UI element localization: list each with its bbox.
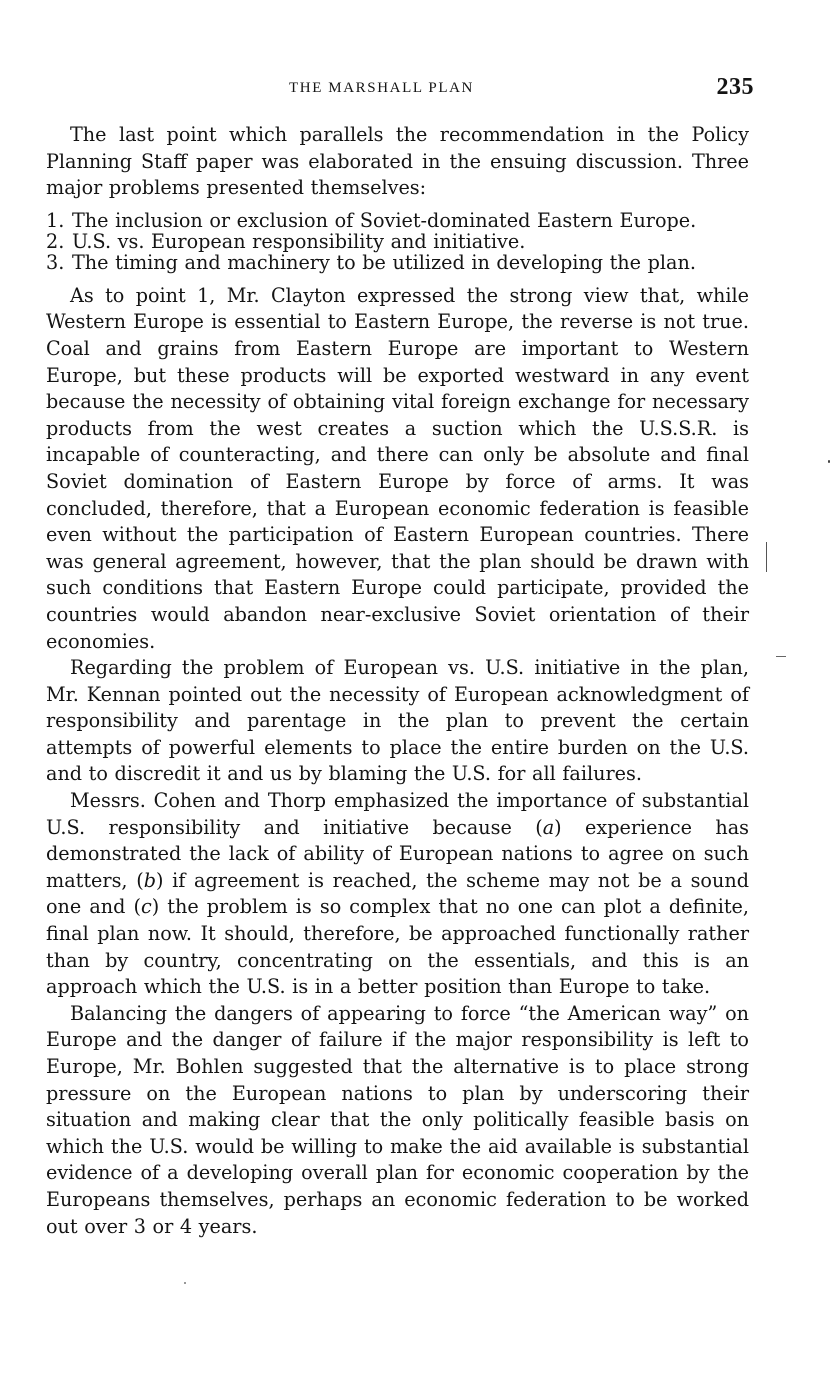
cohen-text-4: ) the problem is so complex that no one can plot a definite, final plan now. It should, therefore, be approached functionally rather than by country, concentrating on the essentials, and this is an approach which the U.S. is in a better position than Europe to take. <box>46 895 749 999</box>
list-text: The timing and machinery to be utilized in developing the plan. <box>72 250 696 274</box>
page-header <box>46 72 754 106</box>
cohen-text-3: ) if agreement is reached, the scheme may not be a sound one and ( <box>46 868 749 919</box>
list-number: 2. <box>46 229 65 253</box>
list-item <box>46 210 749 231</box>
intro-paragraph: The last point which parallels the recommendation in the Policy Planning Staff paper was elaborated in the ensuing discussion. Three major problems presented themselves: <box>46 123 749 200</box>
clause-b-marker: b <box>143 868 156 892</box>
list-text: U.S. vs. European responsibility and initiative. <box>72 229 526 253</box>
clause-a-marker: a <box>542 815 555 839</box>
list-number: 3. <box>46 250 65 274</box>
margin-speck <box>184 1282 186 1284</box>
margin-rule <box>766 542 767 572</box>
cohen-thorp-paragraph <box>46 788 749 1001</box>
kennan-paragraph: Regarding the problem of European vs. U.S. initiative in the plan, Mr. Kennan pointed out the necessity of European acknowledgment of responsibility and parentage in the plan to prevent the certain attempts of powerful elements to place the entire burden on the U.S. and to discredit it and us by blaming the U.S. for all failures. <box>46 656 749 786</box>
bohlen-paragraph: Balancing the dangers of appearing to force “the American way” on Europe and the danger of failure if the major responsibility is left to Europe, Mr. Bohlen suggested that the alternative is to place strong pressure on the European nations to plan by underscoring their situation and making clear that the only politically feasible basis on which the U.S. would be willing to make the aid available is substantial evidence of a developing overall plan for economic cooperation by the Europeans themselves, perhaps an economic federation to be worked out over 3 or 4 years. <box>46 1001 749 1238</box>
clause-c-marker: c <box>140 895 152 919</box>
list-number: 1. <box>46 208 65 232</box>
running-title: THE MARSHALL PLAN <box>289 80 474 96</box>
cohen-text-2: ) experience has demonstrated the lack of ability of European nations to agree on such matters, ( <box>46 815 749 892</box>
cohen-text-1: Messrs. Cohen and Thorp emphasized the importance of substantial U.S. responsibility and initiative because ( <box>46 789 749 839</box>
problem-list <box>46 210 749 273</box>
list-text: The inclusion or exclusion of Soviet-dominated Eastern Europe. <box>72 208 697 232</box>
margin-speck <box>828 460 830 463</box>
page-number: 235 <box>716 74 754 100</box>
body-text <box>46 122 749 1240</box>
margin-dash <box>776 656 786 657</box>
list-item <box>46 252 749 273</box>
clayton-paragraph: As to point 1, Mr. Clayton expressed the strong view that, while Western Europe is essential to Eastern Europe, the reverse is not true. Coal and grains from Eastern Europe are important to Western Europe, but these products will be exported westward in any event because the necessity of obtaining vital foreign exchange for necessary products from the west creates a suction which the U.S.S.R. is incapable of counteracting, and there can only be absolute and final Soviet domination of Eastern Europe by force of arms. It was concluded, therefore, that a European economic federation is feasible even without the participation of Eastern European countries. There was general agreement, however, that the plan should be drawn with such conditions that Eastern Europe could participate, provided the countries would abandon near-exclusive Soviet orientation of their economies. <box>46 283 749 653</box>
list-item <box>46 231 749 252</box>
